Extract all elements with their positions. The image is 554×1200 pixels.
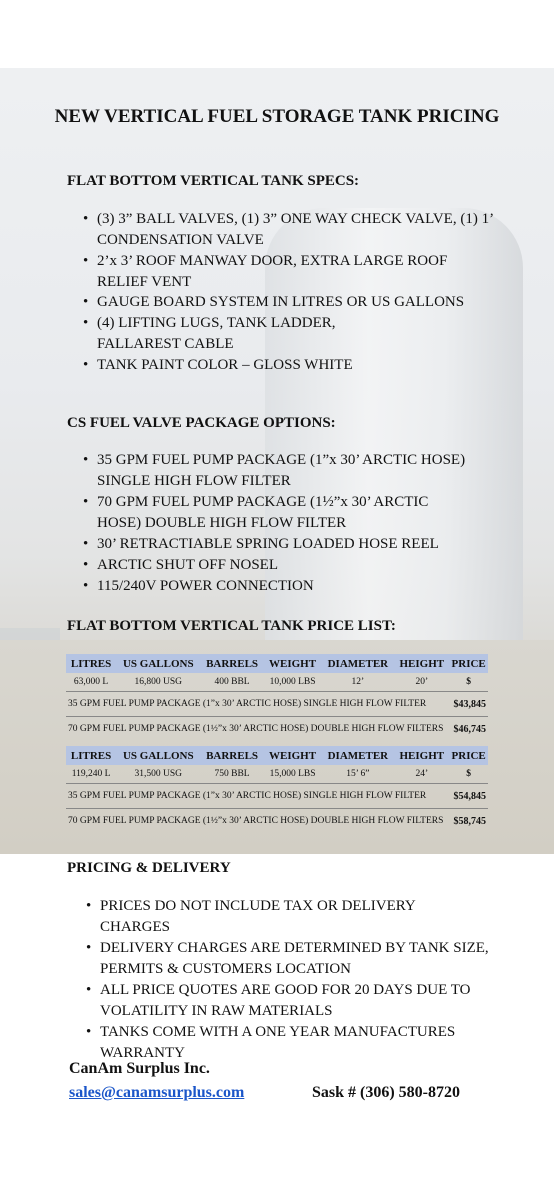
column-header: LITRES [66, 746, 116, 765]
table-cell: 10,000 LBS [269, 677, 316, 687]
table-cell: 63,000 L [73, 677, 109, 687]
column-header: DIAMETER [321, 746, 394, 765]
price-table [66, 654, 488, 741]
package-label: 35 GPM FUEL PUMP PACKAGE (1”x 30’ ARCTIC HOSE) SINGLE HIGH FLOW FILTER [66, 692, 449, 717]
column-header: HEIGHT [394, 654, 449, 673]
page-title: NEW VERTICAL FUEL STORAGE TANK PRICING [54, 106, 500, 127]
phone-number: Sask # (306) 580-8720 [312, 1084, 461, 1101]
company-name: CanAm Surplus Inc. [69, 1060, 210, 1077]
list-item: • TANKS COME WITH A ONE YEAR MANUFACTURES WARRANTY [80, 1022, 490, 1064]
list-item: • 35 GPM FUEL PUMP PACKAGE (1”x 30’ ARCTIC HOSE) SINGLE HIGH FLOW FILTER [77, 450, 472, 492]
column-header: BARRELS [200, 746, 263, 765]
list-item: • (4) LIFTING LUGS, TANK LADDER, FALLAREST CABLE [77, 313, 497, 355]
package-label: 70 GPM FUEL PUMP PACKAGE (1½”x 30’ ARCTIC HOSE) DOUBLE HIGH FLOW FILTERS [66, 809, 449, 834]
pricing-list [80, 896, 490, 1064]
package-price: $54,845 [449, 784, 488, 809]
options-heading: CS FUEL VALVE PACKAGE OPTIONS: [67, 415, 336, 431]
table-row [66, 765, 488, 784]
list-item: • (3) 3” BALL VALVES, (1) 3” ONE WAY CHECK VALVE, (1) 1’ CONDENSATION VALVE [77, 209, 497, 251]
list-item: • PRICES DO NOT INCLUDE TAX OR DELIVERY CHARGES [80, 896, 490, 938]
table-cell: 12’ [351, 677, 365, 687]
table-cell: 20’ [415, 677, 429, 687]
table-cell: 15’ 6” [346, 769, 370, 779]
list-item: • ALL PRICE QUOTES ARE GOOD FOR 20 DAYS DUE TO VOLATILITY IN RAW MATERIALS [80, 980, 490, 1022]
table-row [66, 673, 488, 692]
package-label: 35 GPM FUEL PUMP PACKAGE (1”x 30’ ARCTIC HOSE) SINGLE HIGH FLOW FILTER [66, 784, 449, 809]
table-cell: 119,240 L [71, 769, 111, 779]
table-header-row [66, 654, 488, 673]
list-item: • 2’x 3’ ROOF MANWAY DOOR, EXTRA LARGE ROOF RELIEF VENT [77, 251, 497, 293]
list-item: • 70 GPM FUEL PUMP PACKAGE (1½”x 30’ ARCTIC HOSE) DOUBLE HIGH FLOW FILTER [77, 492, 472, 534]
table-cell: $ [466, 769, 472, 779]
table-cell: $ [466, 677, 472, 687]
table-cell: 24’ [415, 769, 429, 779]
column-header: US GALLONS [116, 746, 200, 765]
price-list-heading: FLAT BOTTOM VERTICAL TANK PRICE LIST: [67, 618, 396, 634]
price-table [66, 746, 488, 833]
table-row [66, 692, 488, 717]
table-header-row [66, 746, 488, 765]
package-label: 70 GPM FUEL PUMP PACKAGE (1½”x 30’ ARCTIC HOSE) DOUBLE HIGH FLOW FILTERS [66, 717, 449, 742]
table-cell: 750 BBL [214, 769, 250, 779]
list-item: • 115/240V POWER CONNECTION [77, 576, 472, 597]
column-header: WEIGHT [264, 746, 322, 765]
table-row [66, 717, 488, 742]
column-header: BARRELS [200, 654, 263, 673]
list-item: • ARCTIC SHUT OFF NOSEL [77, 555, 472, 576]
pricing-heading: PRICING & DELIVERY [67, 860, 231, 876]
table-cell: 16,800 USG [134, 677, 183, 687]
column-header: HEIGHT [394, 746, 449, 765]
list-item: • TANK PAINT COLOR – GLOSS WHITE [77, 355, 497, 376]
table-row [66, 784, 488, 809]
list-item: • GAUGE BOARD SYSTEM IN LITRES OR US GALLONS [77, 292, 497, 313]
specs-heading: FLAT BOTTOM VERTICAL TANK SPECS: [67, 173, 360, 189]
options-list [77, 450, 472, 597]
specs-list [77, 209, 497, 376]
column-header: WEIGHT [264, 654, 322, 673]
list-item: • DELIVERY CHARGES ARE DETERMINED BY TANK SIZE, PERMITS & CUSTOMERS LOCATION [80, 938, 490, 980]
column-header: LITRES [66, 654, 116, 673]
email-link[interactable]: sales@canamsurplus.com [69, 1084, 245, 1101]
column-header: DIAMETER [321, 654, 394, 673]
column-header: US GALLONS [116, 654, 200, 673]
table-cell: 31,500 USG [134, 769, 183, 779]
column-header: PRICE [449, 654, 488, 673]
package-price: $43,845 [449, 692, 488, 717]
table-cell: 400 BBL [214, 677, 250, 687]
list-item: • 30’ RETRACTIABLE SPRING LOADED HOSE REEL [77, 534, 472, 555]
package-price: $58,745 [449, 809, 488, 834]
package-price: $46,745 [449, 717, 488, 742]
column-header: PRICE [449, 746, 488, 765]
table-cell: 15,000 LBS [269, 769, 316, 779]
table-row [66, 809, 488, 834]
